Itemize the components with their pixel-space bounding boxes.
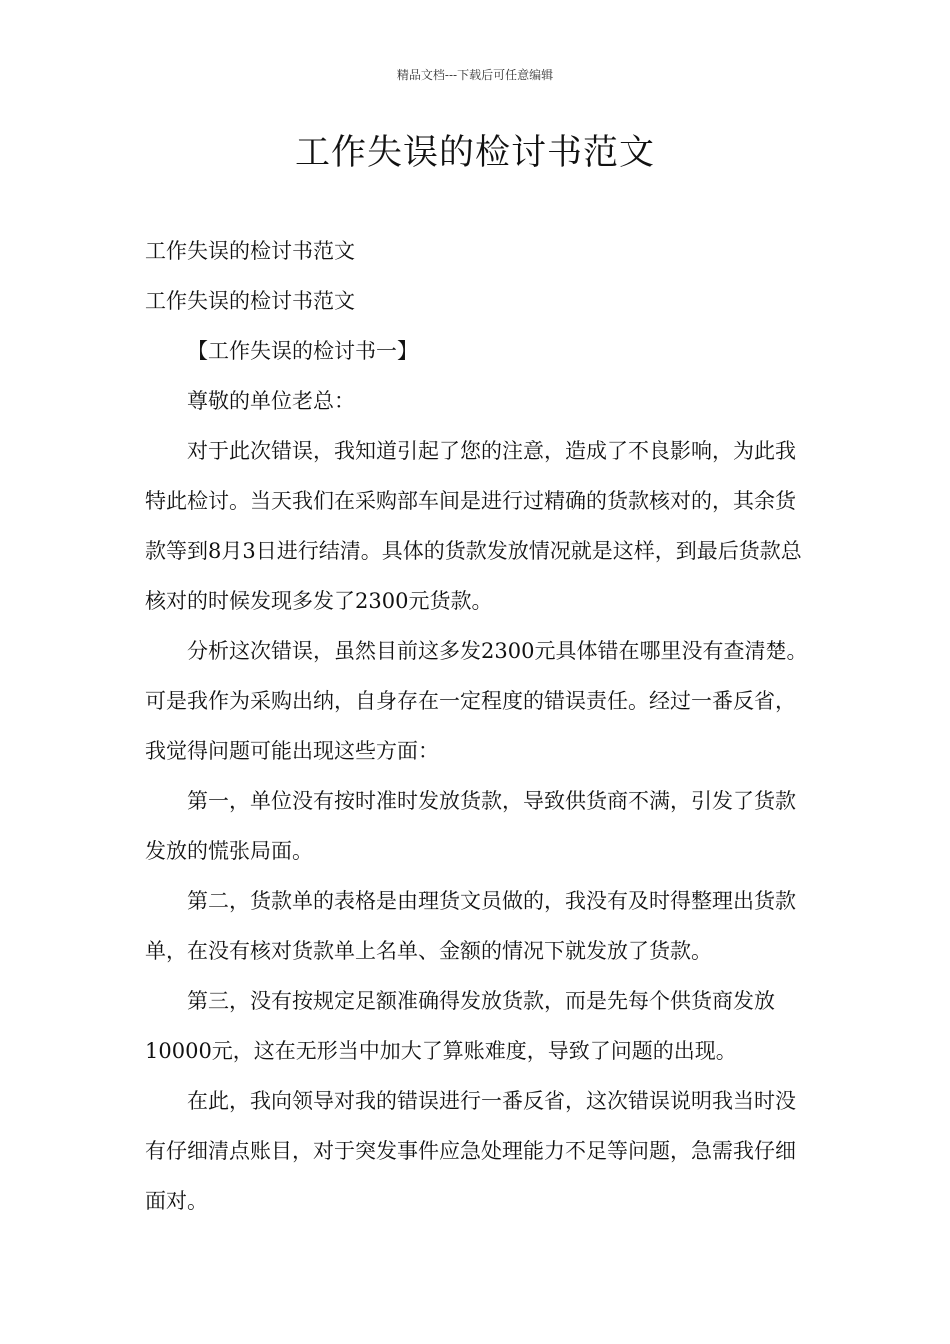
paragraph-6: 分析这次错误，虽然目前这多发2300元具体错在哪里没有查清楚。可是我作为采购出纳，自身存在一定程度的错误责任。经过一番反省，我觉得问题可能出现这些方面： [145,639,808,763]
paragraph-8: 第二，货款单的表格是由理货文员做的，我没有及时得整理出货款单，在没有核对货款单上名单、金额的情况下就发放了货款。 [145,889,796,963]
section-heading: 【工作失误的检讨书一】 [187,339,418,363]
header-note: 精品文档---下载后可任意编辑 [396,68,554,82]
document-body [145,226,815,1226]
salutation: 尊敬的单位老总： [187,389,355,413]
paragraph-9: 第三，没有按规定足额准确得发放货款，而是先每个供货商发放10000元，这在无形当中加大了算账难度，导致了问题的出现。 [145,989,775,1063]
document-title: 工作失误的检讨书范文 [294,133,655,173]
paragraph-10: 在此，我向领导对我的错误进行一番反省，这次错误说明我当时没有仔细清点账目，对于突发事件应急处理能力不足等问题，急需我仔细面对。 [145,1089,796,1213]
paragraph-7: 第一，单位没有按时准时发放货款，导致供货商不满，引发了货款发放的慌张局面。 [145,789,796,863]
paragraph-1: 工作失误的检讨书范文 [145,239,355,263]
paragraph-5: 对于此次错误，我知道引起了您的注意，造成了不良影响，为此我特此检讨。当天我们在采购部车间是进行过精确的货款核对的，其余货款等到8月3日进行结清。具体的货款发放情况就是这样，到最后货款总核对的时候发现多发了2300元货款。 [145,439,802,613]
paragraph-2: 工作失误的检讨书范文 [145,289,355,313]
